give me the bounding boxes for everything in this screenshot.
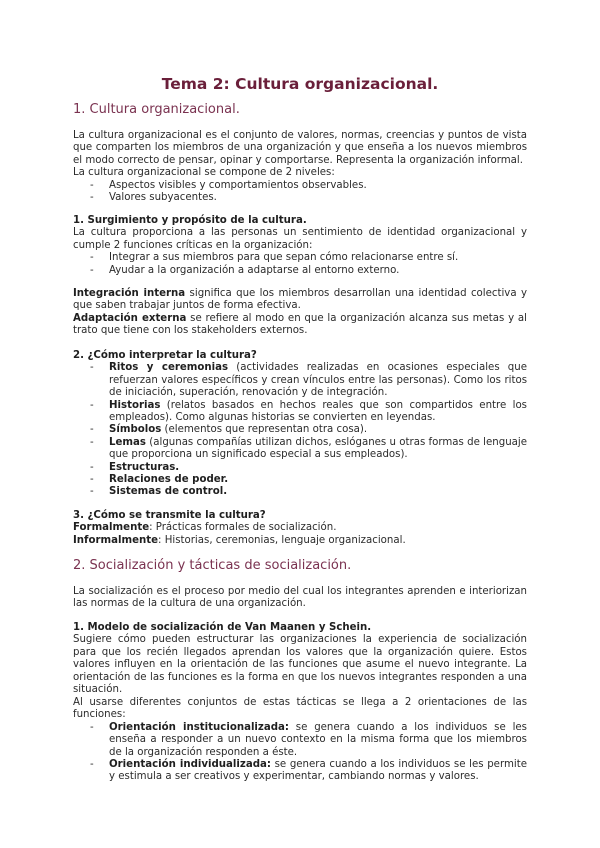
item-text: (actividades realizadas en ocasiones especiales que refuerzan valores específicos y crean vínculos entre las personas). Como los ritos de iniciación, superación, renovación y de integración. — [109, 362, 528, 399]
list-item — [109, 759, 527, 784]
item-term: Símbolos — [109, 424, 162, 436]
document-title: Tema 2: Cultura organizacional. — [161, 75, 439, 93]
list-item — [109, 362, 527, 399]
interpretation-list — [73, 362, 527, 498]
levels-list — [73, 180, 527, 205]
list-item: - Integrar a sus miembros para que sepan cómo relacionarse entre sí. — [109, 252, 527, 264]
subsection-transmite — [73, 510, 527, 547]
section-1-heading: 1. Cultura organizacional. — [73, 102, 240, 117]
item-term: Historias — [109, 399, 161, 411]
intro-paragraph: La cultura organizacional es el conjunto de valores, normas, creencias y puntos de vista que comparten los miembros de una organización y que enseña a los nuevos miembros el modo correcto de pensar, opinar y comportarse. Representa la organización informal. — [73, 130, 527, 166]
item-term: Sistemas de control. — [109, 486, 228, 498]
list-item — [109, 722, 527, 759]
subsection-heading: 1. Surgimiento y propósito de la cultura. — [73, 215, 307, 226]
integration-term: Integración interna — [73, 288, 186, 299]
subsection-heading: 1. Modelo de socialización de Van Maanen y Schein. — [73, 622, 372, 633]
integration-paragraph — [73, 288, 527, 313]
list-item — [109, 400, 527, 425]
list-item: - Aspectos visibles y comportamientos observables. — [109, 180, 527, 192]
subsection-heading: 3. ¿Cómo se transmite la cultura? — [73, 510, 266, 521]
section-2-heading: 2. Socialización y tácticas de socialización. — [73, 558, 352, 573]
functions-list — [73, 252, 527, 277]
adaptation-term: Adaptación externa — [73, 312, 187, 324]
list-item — [109, 462, 527, 474]
formal-text: : Prácticas formales de socialización. — [149, 522, 337, 534]
item-text: (elementos que representan otra cosa). — [161, 424, 368, 436]
list-item — [109, 424, 527, 436]
levels-intro: La cultura organizacional se compone de 2 niveles: — [73, 167, 335, 179]
item-text: se genera cuando a los individuos se les enseña a responder a un nuevo contexto en la misma forma que los miembros de la organización responden a éste. — [109, 721, 527, 758]
subsection-heading: 2. ¿Cómo interpretar la cultura? — [73, 350, 257, 361]
item-text: (algunas compañías utilizan dichos, eslóganes u otras formas de lenguaje que proporciona un significado especial a sus empleados). — [109, 436, 527, 461]
formal-term: Formalmente — [73, 522, 150, 534]
item-term: Ritos y ceremonias — [109, 362, 229, 374]
item-term: Estructuras. — [109, 461, 180, 473]
item-term: Lemas — [109, 436, 146, 448]
subsection-van-maanen — [73, 622, 527, 696]
list-item: - Valores subyacentes. — [109, 192, 527, 204]
item-term: Relaciones de poder. — [109, 474, 229, 486]
formal-line — [73, 522, 527, 534]
informal-term: Informalmente — [73, 534, 159, 546]
integration-adaptation — [73, 288, 527, 338]
item-text: (relatos basados en hechos reales que son compartidos entre los empleados). Como algunas historias se convierten en leyendas. — [109, 399, 527, 424]
adaptation-paragraph — [73, 313, 527, 338]
subsection-text: Sugiere cómo pueden estructurar las organizaciones la experiencia de socialización para que los recién llegados aprendan los valores que la organización quiere. Estos valores influyen en la orientación de las funciones que asume el nuevo integrante. La orientación de las funciones es la forma en que los nuevos integrantes responden a una situación. — [73, 634, 527, 696]
informal-line — [73, 535, 527, 547]
orientations-list — [73, 722, 527, 784]
integration-text: significa que los miembros desarrollan una identidad colectiva y que saben trabajar juntos de forma efectiva. — [73, 288, 527, 312]
list-item — [109, 486, 527, 498]
orientations-intro: Al usarse diferentes conjuntos de estas tácticas se llega a 2 orientaciones de las funciones: — [73, 697, 527, 721]
list-item — [109, 437, 527, 462]
subsection-interpretar — [73, 350, 527, 499]
list-item: - Ayudar a la organización a adaptarse al entorno externo. — [109, 265, 527, 277]
section-2-intro: La socialización es el proceso por medio del cual los integrantes aprenden e interiorizan las normas de la cultura de una organización. — [73, 586, 527, 610]
orientations-block — [73, 697, 527, 784]
subsection-surgimiento — [73, 215, 527, 277]
item-term: Orientación individualizada: — [109, 759, 271, 771]
list-item — [109, 474, 527, 486]
subsection-text: La cultura proporciona a las personas un sentimiento de identidad organizacional y cumple 2 funciones críticas en la organización: — [73, 227, 527, 251]
section-1-intro — [73, 130, 527, 204]
item-text: se genera cuando a los individuos se les permite y estimula a ser creativos y experimentar, cambiando normas y valores. — [109, 759, 527, 783]
informal-text: : Historias, ceremonias, lenguaje organizacional. — [158, 534, 406, 546]
adaptation-text: se refiere al modo en que la organización alcanza sus metas y al trato que tiene con los stakeholders externos. — [73, 312, 527, 337]
item-term: Orientación institucionalizada: — [109, 721, 289, 733]
